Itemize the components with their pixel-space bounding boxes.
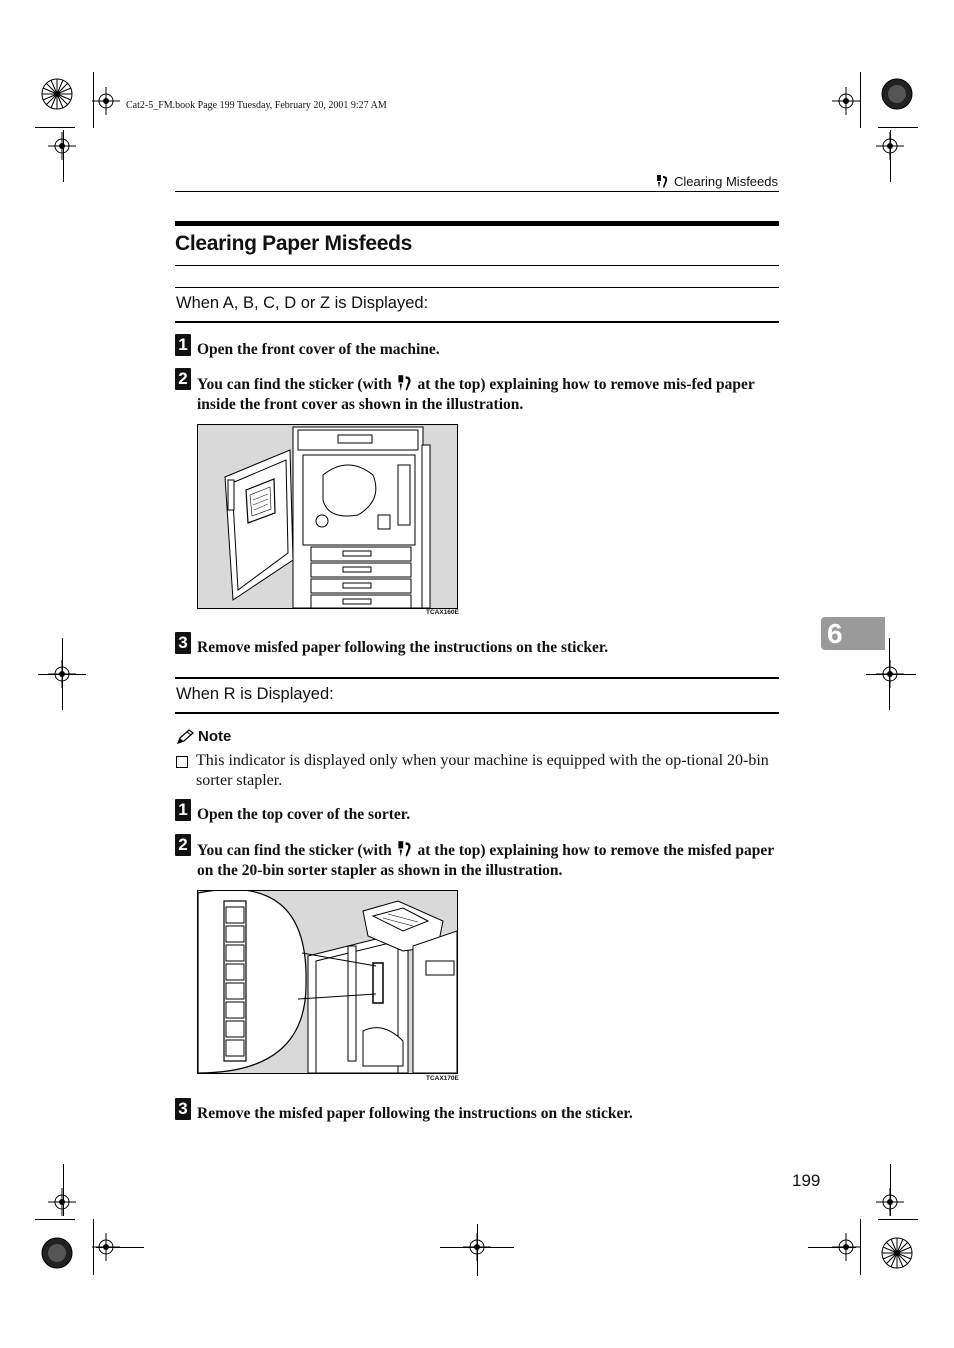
illustration-front-cover [197,424,458,609]
crop-mark [35,1219,75,1220]
subheading-rule [175,287,779,288]
crop-mark [878,1219,918,1220]
crop-mark [93,1219,94,1275]
sorter-stapler-drawing [198,891,457,1073]
step-text: Remove misfed paper following the instructions on the sticker. [197,639,609,656]
copier-front-cover-drawing [198,425,457,608]
header-rule [175,191,779,192]
step-number: 1 [175,799,191,821]
file-info: Cat2-5_FM.book Page 199 Tuesday, February 20, 2001 9:27 AM [126,100,387,111]
crop-mark [93,72,94,128]
title-top-rule [175,221,779,226]
checkbox-bullet-icon [176,756,188,768]
pencil-icon [176,729,194,745]
crop-mark [477,1224,478,1276]
subheading-rule [175,712,779,714]
subheading: When R is Displayed: [176,685,334,703]
running-head [655,174,778,189]
registration-mark-icon [38,1234,76,1272]
misfeed-icon [396,840,414,858]
illustration-code: TCAX160E [426,609,459,616]
step-number: 2 [175,368,191,390]
crop-mark [860,1219,861,1275]
step-text: You can find the sticker (with at the top) explaining how to remove mis-fed paper inside the front cover as shown in the illustration. [197,376,755,413]
crop-mark [889,638,890,710]
crop-mark [63,130,64,182]
subheading: When A, B, C, D or Z is Displayed: [176,294,429,312]
misfeed-icon [655,174,670,189]
crop-mark [35,127,75,128]
crosshair-mark-icon [48,1188,76,1216]
step-text: Open the top cover of the sorter. [197,806,411,823]
crosshair-mark-icon [832,87,860,115]
crop-mark [878,127,918,128]
crop-mark [62,638,63,710]
note-item [176,751,779,791]
registration-mark-icon [878,1234,916,1272]
crop-mark [890,130,891,182]
crop-mark [860,72,861,128]
crop-mark [866,674,916,675]
subheading-rule [175,321,779,323]
note-label: Note [198,728,232,745]
step-number: 1 [175,334,191,356]
title-bottom-rule [175,265,779,266]
illustration-sorter [197,890,458,1074]
step-text: Remove the misfed paper following the instructions on the sticker. [197,1105,633,1122]
step-number: 3 [175,1098,191,1120]
crop-mark [96,1247,144,1248]
step-number: 2 [175,834,191,856]
running-head-text: Clearing Misfeeds [673,174,778,189]
crop-mark [63,1164,64,1216]
registration-mark-icon [878,75,916,113]
step-number: 3 [175,632,191,654]
crosshair-mark-icon [92,87,120,115]
step-text: You can find the sticker (with at the top) explaining how to remove the misfed paper on the 20-bin sorter stapler as shown in the illustration. [197,842,774,879]
crop-mark [808,1247,856,1248]
crosshair-mark-icon [48,132,76,160]
chapter-tab: 6 [821,617,885,650]
step-text: Open the front cover of the machine. [197,341,440,358]
page-title: Clearing Paper Misfeeds [175,232,413,255]
note-heading [176,728,231,745]
registration-mark-icon [38,75,76,113]
illustration-code: TCAX170E [426,1075,459,1082]
subheading-rule [175,677,779,679]
page-number: 199 [792,1171,821,1190]
crop-mark [890,1164,891,1216]
note-text: This indicator is displayed only when your machine is equipped with the op-tional 20-bin sorter stapler. [196,752,769,789]
misfeed-icon [396,374,414,392]
